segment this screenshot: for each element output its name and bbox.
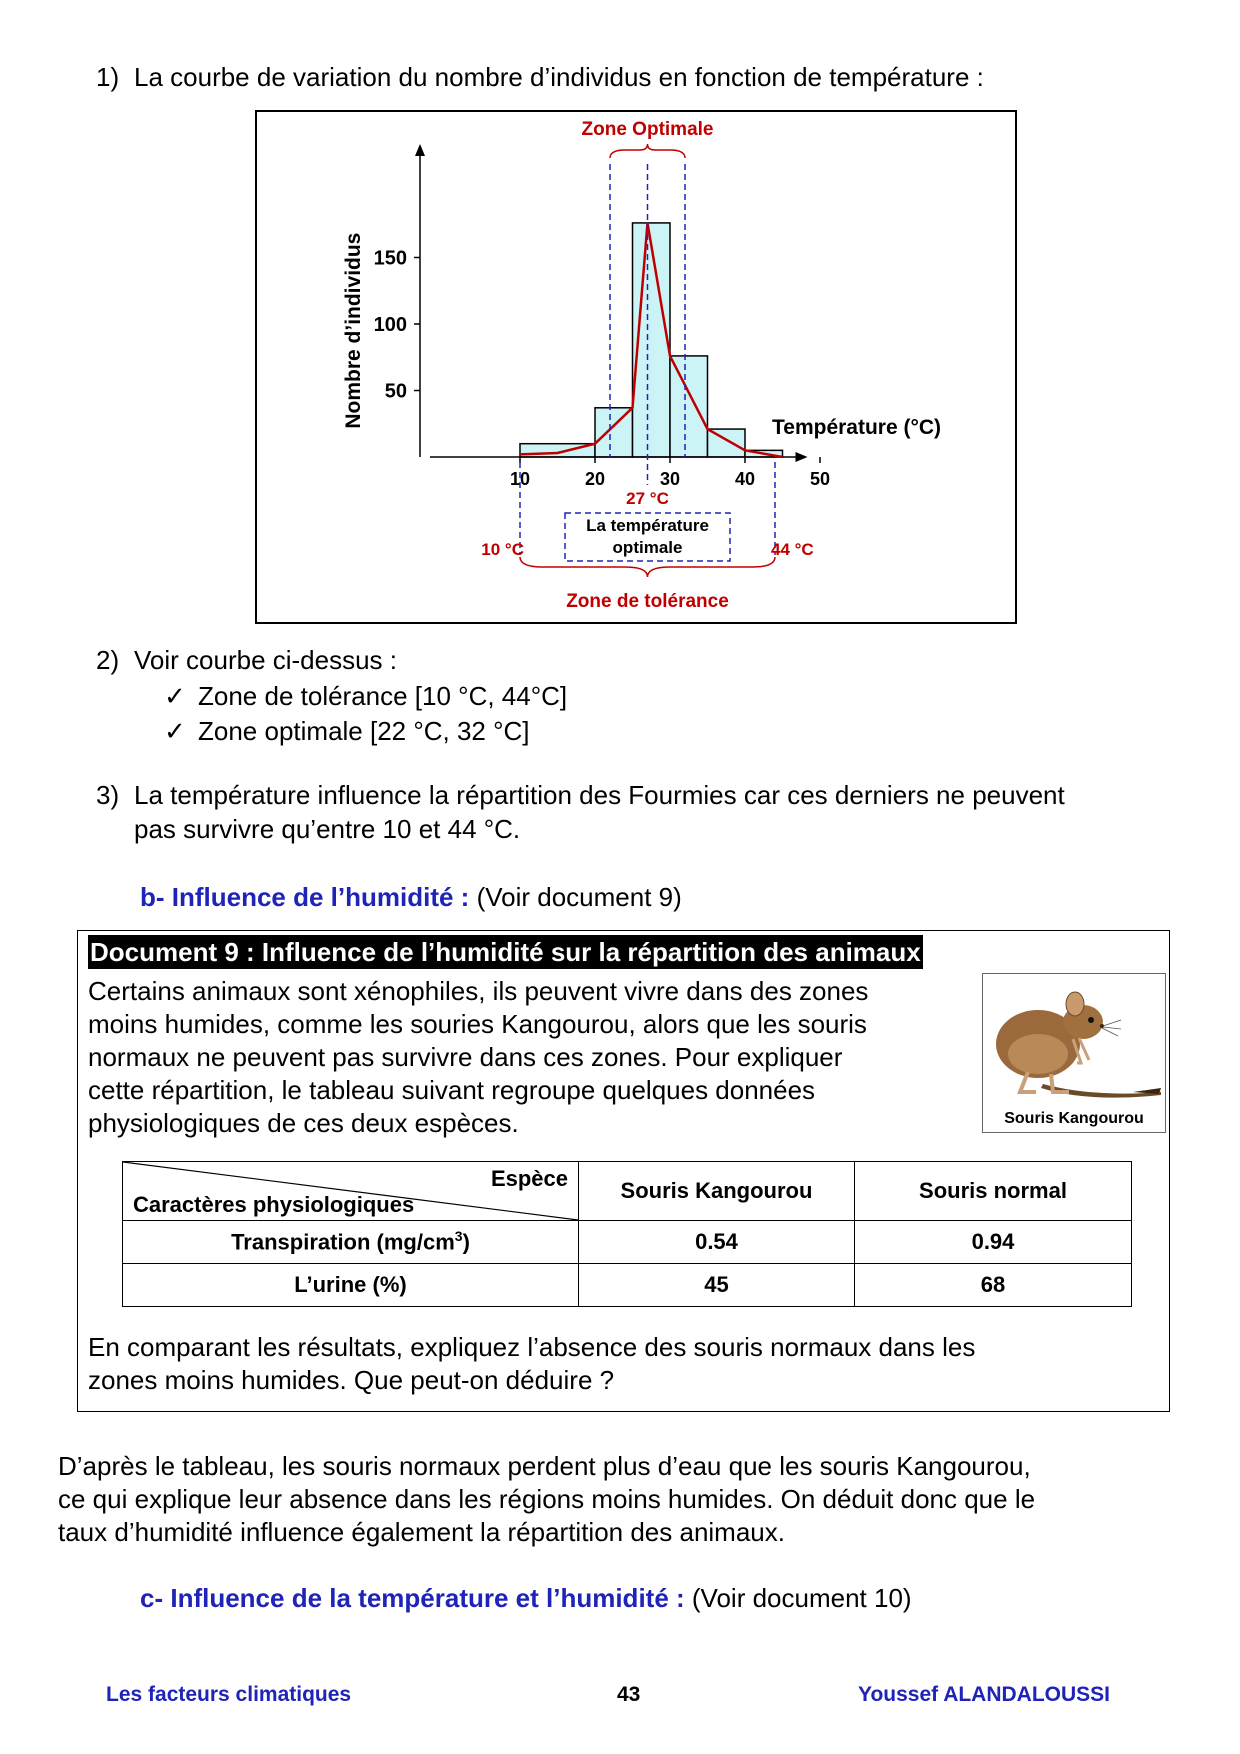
x-tick-label: 10 xyxy=(509,469,531,489)
check-icon: ✓ xyxy=(164,716,186,746)
x-tick-label: 20 xyxy=(584,469,606,489)
text-line: zones moins humides. Que peut-on déduire ? xyxy=(88,1365,615,1395)
y-tick-label: 50 xyxy=(384,380,407,403)
section-b-title: b- Influence de l’humidité : xyxy=(140,882,470,912)
table-row xyxy=(123,1221,1132,1264)
footer-right: Youssef ALANDALOUSSI xyxy=(858,1683,1111,1706)
answer-paragraph xyxy=(58,1450,1035,1549)
histogram-bar xyxy=(670,356,708,457)
question-3-continuation: pas survivre qu’entre 10 et 44 °C. xyxy=(134,814,521,844)
check-item-text: Zone optimale [22 °C, 32 °C] xyxy=(198,716,530,746)
question-text: La température influence la répartition des Fourmies car ces derniers ne peuvent xyxy=(134,780,1065,810)
y-tick-label: 100 xyxy=(373,314,407,336)
histogram-chart xyxy=(255,110,1017,624)
section-c-heading xyxy=(140,1581,912,1615)
table-cell: 0.94 xyxy=(855,1221,1132,1264)
x-tick-label: 50 xyxy=(809,469,831,489)
check-item xyxy=(164,679,567,713)
optimal-zone-label: Zone Optimale xyxy=(581,119,714,140)
section-b-ref: (Voir document 9) xyxy=(469,882,682,912)
section-c-title: c- Influence de la température et l’humidité : xyxy=(140,1583,685,1613)
table-cell: 45 xyxy=(579,1264,855,1307)
column-header: Souris Kangourou xyxy=(579,1162,855,1221)
row-label: Transpiration $(mg/cm^3)$ xyxy=(123,1221,579,1264)
footer-left: Les facteurs climatiques xyxy=(106,1683,352,1706)
kangaroo-mouse-illustration xyxy=(983,974,1165,1104)
document-9-text xyxy=(88,975,978,1140)
table-cell: 68 xyxy=(855,1264,1132,1307)
table-header-row xyxy=(123,1162,1132,1221)
question-text: Voir courbe ci-dessus : xyxy=(134,645,398,675)
text-line: D’après le tableau, les souris normaux perdent plus d’eau que les souris Kangourou, xyxy=(58,1451,1031,1481)
document-9-title: Document 9 : Influence de l’humidité sur la répartition des animaux xyxy=(90,937,921,967)
section-c-ref: (Voir document 10) xyxy=(684,1583,912,1613)
optimal-temperature-value: 27 °C xyxy=(626,489,669,508)
question-1 xyxy=(96,60,984,94)
x-tick-label: 40 xyxy=(734,469,756,489)
text-line: taux d’humidité influence également la répartition des animaux. xyxy=(58,1517,785,1547)
question-number: 2) xyxy=(96,645,120,675)
row-label: L’urine (%) xyxy=(123,1264,579,1307)
y-tick-label: 150 xyxy=(373,247,407,270)
optimal-temperature-label: La température xyxy=(586,516,709,535)
text-line: En comparant les résultats, expliquez l’absence des souris normaux dans les xyxy=(88,1332,976,1362)
table-cell: 0.54 xyxy=(579,1221,855,1264)
kangaroo-mouse-image xyxy=(982,973,1166,1133)
check-item-text: Zone de tolérance [10 °C, 44°C] xyxy=(198,681,568,711)
check-item xyxy=(164,714,530,748)
chart-svg xyxy=(257,112,1019,626)
tolerance-max-label: 44 °C xyxy=(771,540,814,559)
text-line: ce qui explique leur absence dans les régions moins humides. On déduit donc que le xyxy=(58,1484,1036,1514)
question-2 xyxy=(96,643,397,677)
question-text: La courbe de variation du nombre d’individus en fonction de température : xyxy=(134,62,984,92)
histogram-bar xyxy=(595,408,633,457)
document-9-question xyxy=(88,1331,1148,1397)
x-tick-label: 30 xyxy=(659,469,681,489)
optimal-zone-brace xyxy=(610,144,685,158)
question-number: 1) xyxy=(96,62,120,92)
optimal-temperature-label: optimale xyxy=(612,538,683,557)
image-caption: Souris Kangourou xyxy=(1004,1110,1144,1127)
text-line: Certains animaux sont xénophiles, ils peuvent vivre dans des zones xyxy=(88,976,869,1006)
text-line: normaux ne peuvent pas survivre dans ces zones. Pour expliquer xyxy=(88,1042,843,1072)
x-axis-label: Température (°C) xyxy=(772,416,942,439)
corner-species-label: Espèce xyxy=(490,1166,568,1191)
text-line: physiologiques de ces deux espèces. xyxy=(88,1108,519,1138)
section-b-heading xyxy=(140,880,682,914)
physiology-table xyxy=(122,1161,1132,1307)
tolerance-zone-label: Zone de tolérance xyxy=(566,591,729,612)
question-number: 3) xyxy=(96,780,120,810)
y-axis-arrow xyxy=(415,144,425,156)
x-axis-arrow xyxy=(796,452,808,462)
footer-page-number: 43 xyxy=(617,1683,641,1706)
text-line: moins humides, comme les souries Kangourou, alors que les souris xyxy=(88,1009,867,1039)
table-corner-cell xyxy=(123,1162,579,1221)
tolerance-min-label: 10 °C xyxy=(481,540,524,559)
column-header: Souris normal xyxy=(855,1162,1132,1221)
question-3 xyxy=(96,778,1065,812)
tolerance-zone-brace xyxy=(520,557,775,577)
document-9 xyxy=(77,930,1170,1412)
table-row xyxy=(123,1264,1132,1307)
corner-characters-label: Caractères physiologiques xyxy=(133,1192,415,1217)
y-axis-label: Nombre d’individus xyxy=(342,232,365,429)
check-icon: ✓ xyxy=(164,681,186,711)
text-line: cette répartition, le tableau suivant regroupe quelques données xyxy=(88,1075,816,1105)
